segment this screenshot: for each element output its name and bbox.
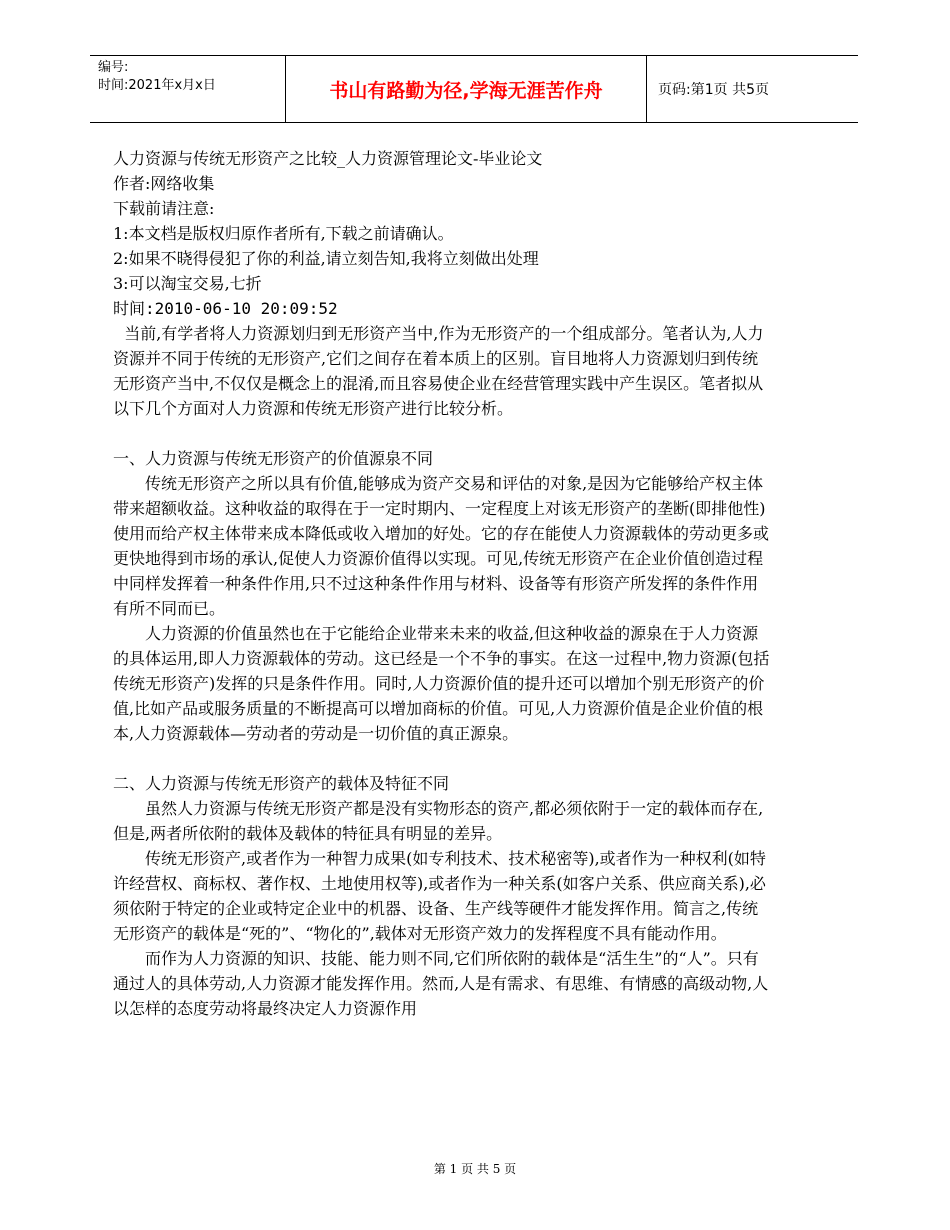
section-heading: 一、人力资源与传统无形资产的价值源泉不同 (113, 449, 434, 468)
notice-item: 2:如果不晓得侵犯了你的利益,请立刻告知,我将立刻做出处理 (113, 249, 539, 268)
notice-item: 3:可以淘宝交易,七折 (113, 274, 262, 293)
document-time-label: 时间:2021年x月x日 (98, 78, 216, 93)
body-paragraph: 人力资源的价值虽然也在于它能给企业带来未来的收益,但这种收益的源泉在于人力资源的具体运用,即人力资源载体的劳动。这已经是一个不争的事实。在这一过程中,物力资源(包括传统无形资产)发挥的只是条件作用。同时,人力资源价值的提升还可以增加个别无形资产的价值,比如产品或服务质量的不断提高可以增加商标的价值。可见,人力资源价值是企业价值的根本,人力资源载体—劳动者的劳动是一切价值的真正源泉。 (113, 624, 770, 743)
notice-item: 1:本文档是版权归原作者所有,下载之前请确认。 (113, 224, 454, 243)
header-left-cell (90, 56, 285, 125)
header-page-number: 页码:第1页 共5页 (658, 82, 769, 98)
document-number-label: 编号: (98, 60, 129, 75)
document-author: 作者:网络收集 (113, 174, 215, 193)
notice-heading: 下载前请注意: (113, 199, 215, 218)
body-paragraph: 传统无形资产之所以具有价值,能够成为资产交易和评估的对象,是因为它能够给产权主体带来超额收益。这种收益的取得在于一定时期内、一定程度上对该无形资产的垄断(即排他性)使用而给产权主体带来成本降低或收入增加的好处。它的存在能使人力资源载体的劳动更多或更快地得到市场的承认,促使人力资源价值得以实现。可见,传统无形资产在企业价值创造过程中同样发挥着一种条件作用,只不过这种条件作用与材料、设备等有形资产所发挥的条件作用有所不同而已。 (113, 474, 770, 618)
document-timestamp: 时间:2010-06-10 20:09:52 (113, 299, 338, 318)
body-paragraph: 传统无形资产,或者作为一种智力成果(如专利技术、技术秘密等),或者作为一种权利(如特许经营权、商标权、著作权、土地使用权等),或者作为一种关系(如客户关系、供应商关系),必须依附于特定的企业或特定企业中的机器、设备、生产线等硬件才能发挥作用。简言之,传统无形资产的载体是“死的”、“物化的”,载体对无形资产效力的发挥程度不具有能动作用。 (113, 849, 766, 943)
section-heading: 二、人力资源与传统无形资产的载体及特征不同 (113, 774, 450, 793)
spacer (113, 746, 773, 771)
document-body (113, 146, 773, 1021)
document-title: 人力资源与传统无形资产之比较_人力资源管理论文-毕业论文 (113, 149, 543, 168)
spacer (113, 421, 773, 446)
header-motto: 书山有路勤为径,学海无涯苦作舟 (285, 56, 647, 122)
page-header (90, 55, 858, 123)
body-paragraph: 虽然人力资源与传统无形资产都是没有实物形态的资产,都必须依附于一定的载体而存在,但是,两者所依附的载体及载体的特征具有明显的差异。 (113, 799, 764, 843)
page-footer: 第 1 页 共 5 页 (433, 1162, 517, 1176)
intro-paragraph: 当前,有学者将人力资源划归到无形资产当中,作为无形资产的一个组成部分。笔者认为,人力资源并不同于传统的无形资产,它们之间存在着本质上的区别。盲目地将人力资源划归到传统无形资产当中,不仅仅是概念上的混淆,而且容易使企业在经营管理实践中产生误区。笔者拟从以下几个方面对人力资源和传统无形资产进行比较分析。 (113, 324, 764, 418)
body-paragraph: 而作为人力资源的知识、技能、能力则不同,它们所依附的载体是“活生生”的“人”。只有通过人的具体劳动,人力资源才能发挥作用。然而,人是有需求、有思维、有情感的高级动物,人以怎样的态度劳动将最终决定人力资源作用 (113, 949, 769, 1018)
